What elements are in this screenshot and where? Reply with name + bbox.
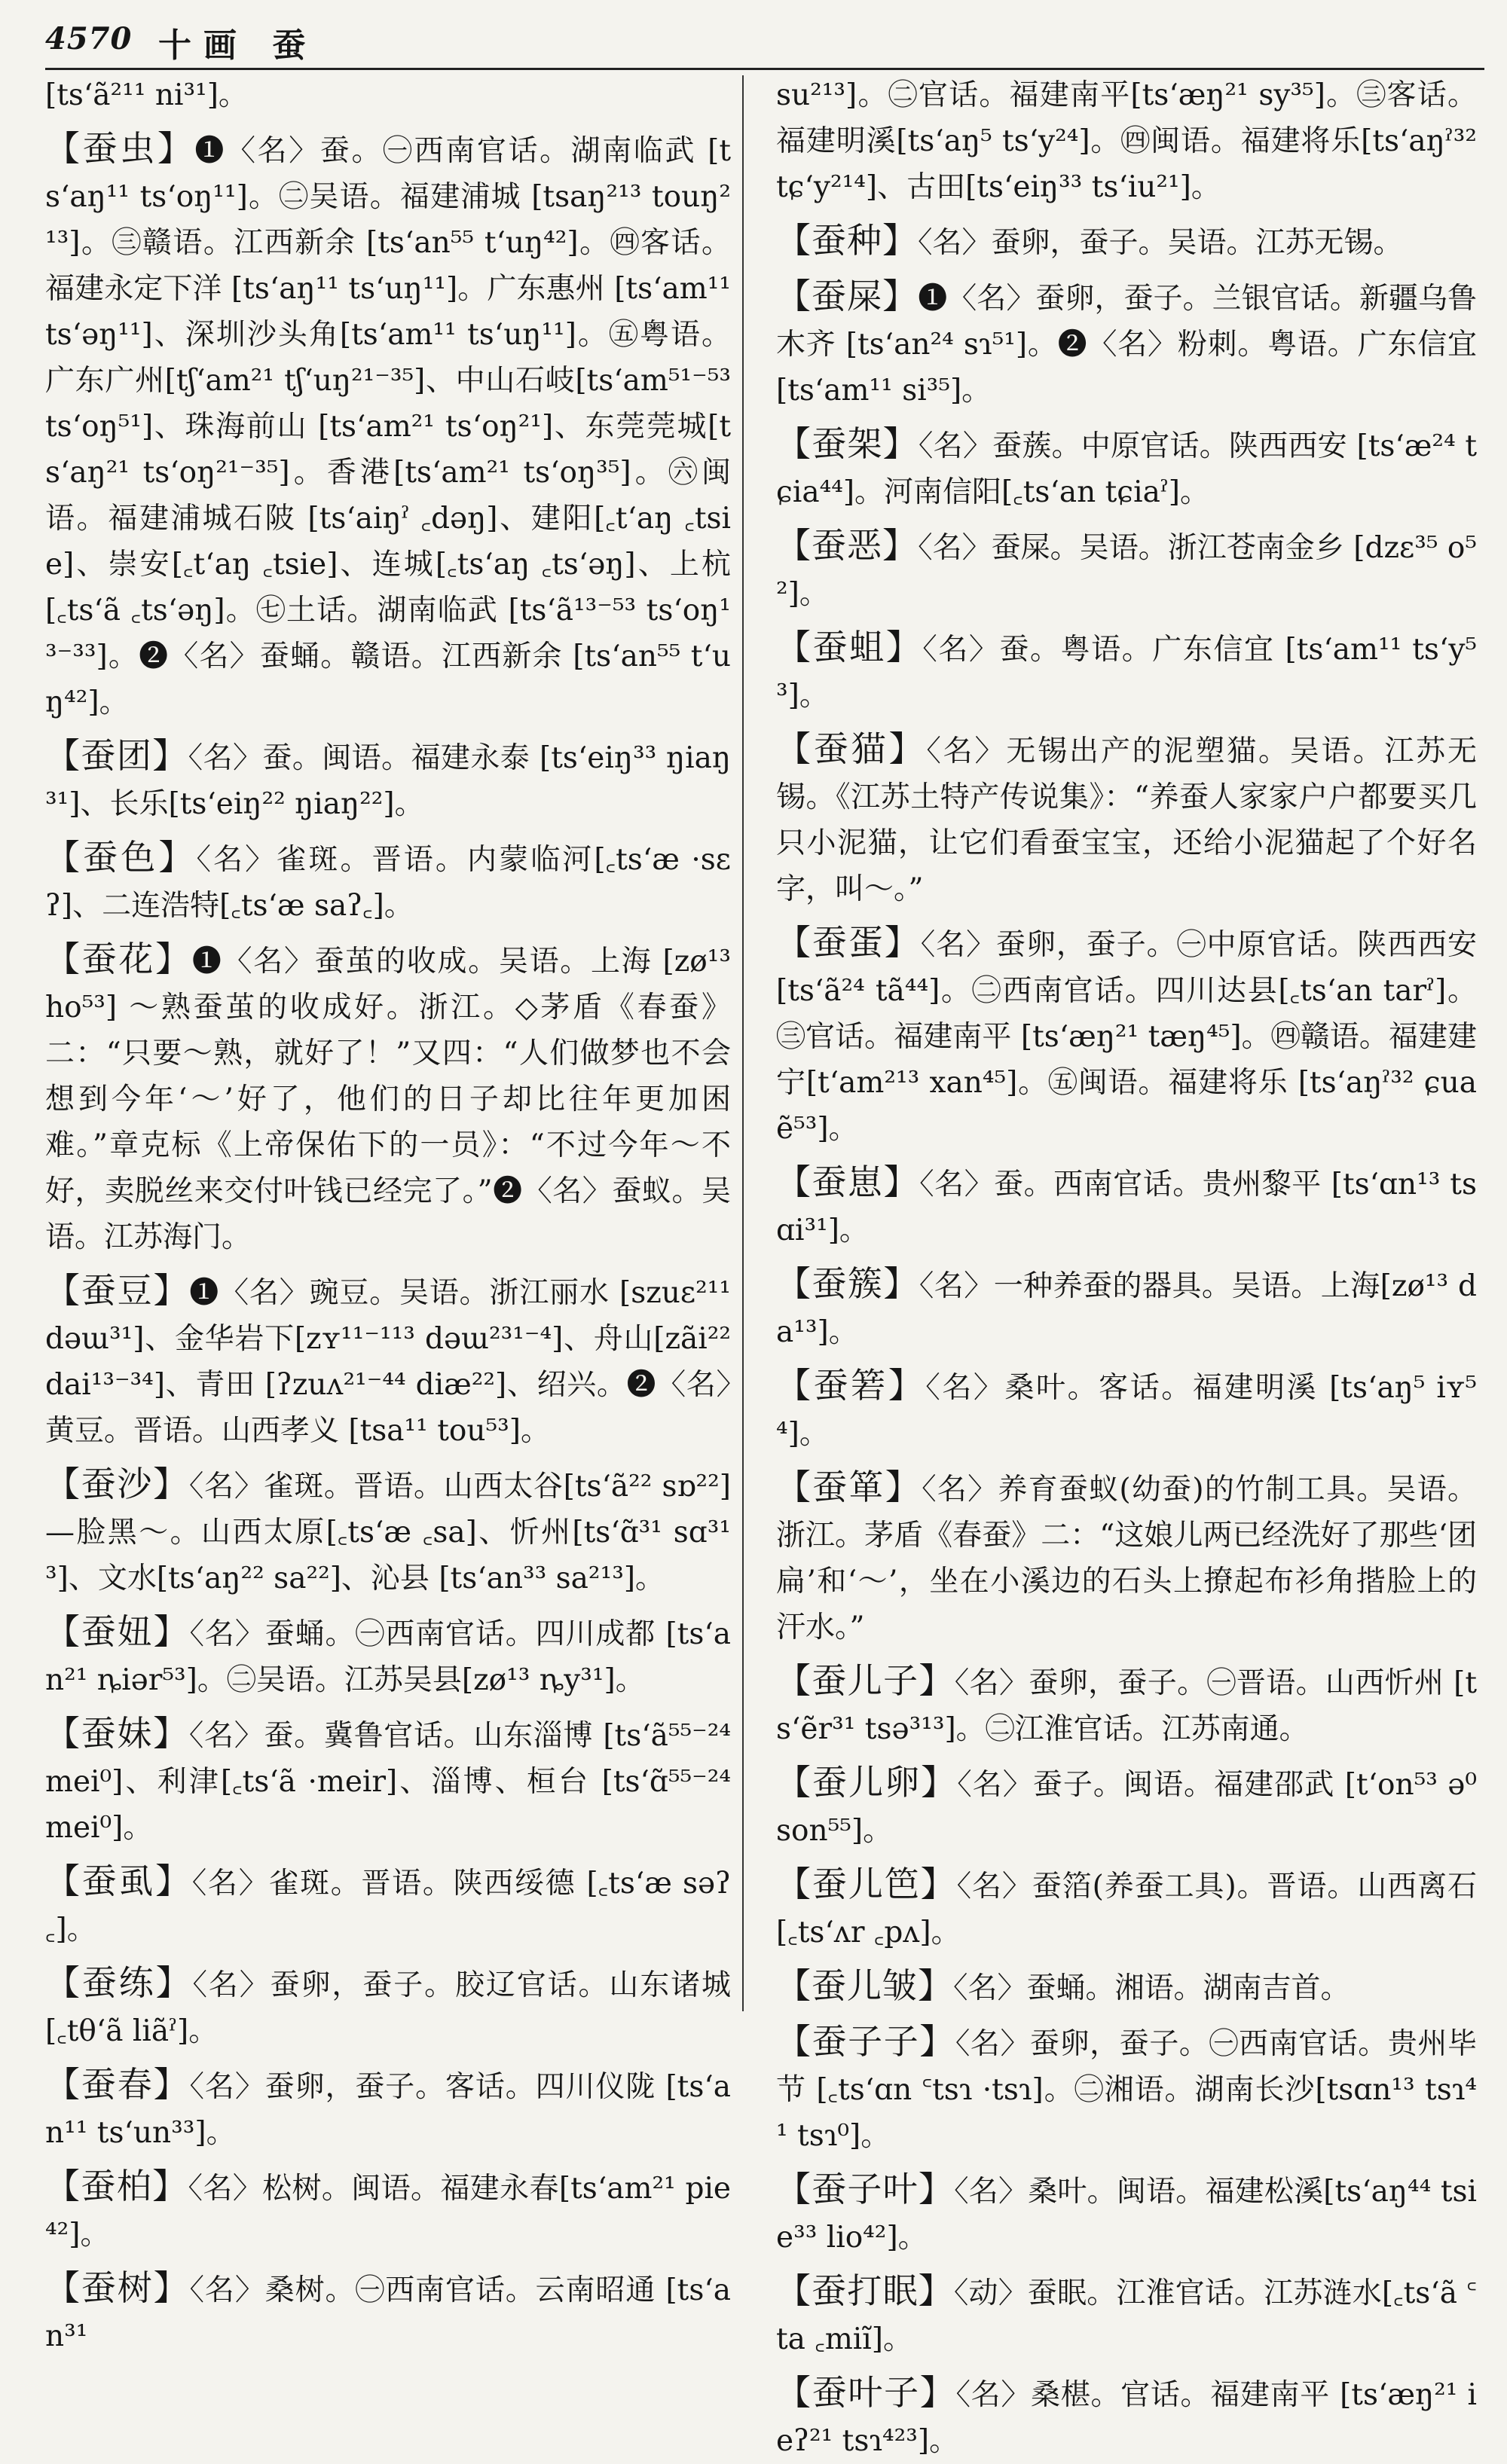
entry-definition: 〈名〉无锡出产的泥塑猫。吴语。江苏无锡。《江苏土特产传说集》：“养蚕人家家户户都要买几只小泥猫，让它们看蚕宝宝，还给小泥猫起了个好名字，叫～。” (776, 734, 1477, 906)
dictionary-entry (45, 936, 731, 1260)
entry-headword: 【蚕蛆】 (776, 627, 923, 667)
entry-definition: 〈名〉蚕卵，蚕子。㊀中原官话。陕西西安 [ts‘ã²⁴ tã⁴⁴]。㊁西南官话。四川达县[꜀ts‘an tarˀ]。㊂官话。福建南平 [ts‘æŋ²¹ tæŋ⁴⁵]。㊃赣语。福建建宁[t‘am²¹³ xan⁴⁵]。㊄闽语。福建将乐 [ts‘aŋˀ³² ɕuaẽ⁵³]。 (776, 928, 1477, 1146)
entry-list (45, 126, 731, 2359)
dictionary-entry (45, 1461, 731, 1601)
entry-definition: ❶〈名〉蚕卵，蚕子。兰银官话。新疆乌鲁木齐 [ts‘an²⁴ sɿ⁵¹]。❷〈名〉粉刺。粤语。广东信宜[ts‘am¹¹ si³⁵]。 (776, 282, 1477, 408)
entry-definition: 〈名〉蚕。闽语。福建永泰 [ts‘eiŋ³³ ŋiaŋ³¹]、长乐[ts‘eiŋ²² ŋiaŋ²²]。 (45, 741, 731, 821)
entry-headword: 【蚕树】 (45, 2267, 190, 2308)
entry-definition: 〈名〉养育蚕蚁(幼蚕)的竹制工具。吴语。浙江。茅盾《春蚕》二：“这娘儿两已经洗好了那些‘团扁’和‘～’，坐在小溪边的石头上撩起布衫角揩脸上的汗水。” (776, 1473, 1478, 1644)
dictionary-entry (776, 273, 1477, 414)
dictionary-entry (776, 2268, 1477, 2362)
entry-definition: 〈名〉蚕。冀鲁官话。山东淄博 [ts‘ã⁵⁵⁻²⁴ mei⁰]、利津[꜀ts‘ã ·meir]、淄博、桓台 [ts‘ɑ̃⁵⁵⁻²⁴ mei⁰]。 (45, 1719, 731, 1845)
dictionary-entry (776, 421, 1477, 515)
entry-headword: 【蚕虱】 (45, 1861, 192, 1901)
entry-headword: 【蚕叶子】 (776, 2372, 956, 2413)
entry-definition: ❶〈名〉豌豆。吴语。浙江丽水 [szuɛ²¹¹ dəɯ³¹]、金华岩下[zʏ¹¹⁻¹¹³ dəɯ²³¹⁻⁴]、舟山[zãi²² dai¹³⁻³⁴]、青田 [ʔzuʌ²¹⁻⁴⁴ diæ²²]、绍兴。❷〈名〉黄豆。晋语。山西孝义 [tsa¹¹ tou⁵³]。 (45, 1276, 732, 1448)
right-column (776, 72, 1478, 2458)
entry-headword: 【蚕儿子】 (776, 1660, 955, 1701)
dictionary-entry (45, 733, 731, 827)
entry-definition: 〈名〉蚕卵，蚕子。㊀晋语。山西忻州 [ts‘ẽr³¹ tsə³¹³]。㊁江淮官话。江苏南通。 (776, 1666, 1478, 1746)
entry-definition: 〈名〉雀斑。晋语。山西太谷[ts‘ã²² sɒ²²]—脸黑～。山西太原[꜀ts‘æ ꜀sa]、忻州[ts‘ɑ̃³¹ sɑ³¹³]、文水[ts‘aŋ²² sa²²]、沁县 [ts‘an³³ sa²¹³]。 (45, 1470, 732, 1595)
dictionary-entry (45, 2062, 731, 2156)
dictionary-entry (776, 920, 1477, 1152)
entry-headword: 【蚕色】 (45, 837, 197, 878)
dictionary-entry (45, 2265, 731, 2359)
entry-headword: 【蚕虫】 (45, 128, 195, 169)
dictionary-entry (45, 1268, 731, 1454)
page-number: 4570 (45, 21, 133, 56)
entry-definition: 〈名〉雀斑。晋语。陕西绥德 [꜀ts‘æ səʔ꜀]。 (45, 1867, 732, 1946)
entry-headword: 【蚕箪】 (776, 1467, 922, 1507)
entry-definition: 〈名〉松树。闽语。福建永春[ts‘am²¹ pie⁴²]。 (45, 2172, 732, 2252)
entry-definition: 〈名〉桑树。㊀西南官话。云南昭通 [ts‘an³¹ (45, 2273, 732, 2353)
entry-headword: 【蚕花】 (45, 939, 192, 979)
entry-headword: 【蚕种】 (776, 220, 918, 261)
entry-definition: 〈名〉桑叶。闽语。福建松溪[ts‘aŋ⁴⁴ tsie³³ lio⁴²]。 (776, 2175, 1478, 2255)
dictionary-entry (776, 218, 1477, 266)
entry-headword: 【蚕练】 (45, 1962, 193, 2003)
dictionary-entry (776, 1760, 1477, 1854)
entry-definition: 〈名〉雀斑。晋语。内蒙临河[꜀ts‘æ ·sɛʔ]、二连浩特[꜀ts‘æ saʔ꜀]。 (45, 843, 731, 923)
entry-headword: 【蚕妞】 (45, 1611, 190, 1652)
entry-definition: 〈名〉蚕蛹。湘语。湖南吉首。 (953, 1971, 1350, 2005)
entry-headword: 【蚕春】 (45, 2064, 190, 2105)
dictionary-entry (45, 2163, 731, 2258)
entry-definition: 〈名〉蚕屎。吴语。浙江苍南金乡 [dzɛ³⁵ o⁵²]。 (776, 531, 1477, 611)
continuation-text: [ts‘ã²¹¹ ni³¹]。 (45, 78, 248, 112)
entry-definition: 〈名〉蚕卵，蚕子。㊀西南官话。贵州毕节 [꜀ts‘ɑn ꜂tsɿ ·tsɿ]。㊁湘语。湖南长沙[tsɑn¹³ tsɿ⁴¹ tsɿ⁰]。 (776, 2027, 1477, 2153)
dictionary-entry (776, 2166, 1477, 2261)
dictionary-entry (45, 1711, 731, 1851)
entry-headword: 【蚕儿皱】 (776, 1965, 953, 2006)
entry-headword: 【蚕柏】 (45, 2166, 188, 2206)
entry-definition: ❶〈名〉蚕茧的收成。吴语。上海 [zø¹³ ho⁵³] ～熟蚕茧的收成好。浙江。◇茅盾《春蚕》二：“只要～熟，就好了！”又四：“人们做梦也不会想到今年‘～’好了，他们的日子却比往年更加困难。”章克标《上帝保佑下的一员》：“不过今年～不好，卖脱丝来交付叶钱已经完了。”❷〈名〉蚕蚁。吴语。江苏海门。 (45, 945, 731, 1254)
entry-headword: 【蚕猫】 (776, 728, 927, 769)
dictionary-entry (45, 126, 731, 725)
running-head: 十画 蚕 (158, 26, 318, 65)
entry-definition: 〈名〉蚕蔟。中原官话。陕西西安 [ts‘æ²⁴ tɕia⁴⁴]。河南信阳[꜀ts‘an tɕiaˀ]。 (776, 429, 1477, 509)
entry-headword: 【蚕子子】 (776, 2021, 955, 2062)
dictionary-entry (776, 2019, 1477, 2159)
entry-headword: 【蚕架】 (776, 423, 919, 464)
dictionary-entry (776, 624, 1477, 719)
dictionary-entry (776, 1261, 1477, 1355)
dictionary-entry (45, 835, 731, 929)
left-column (45, 72, 732, 2353)
entry-definition: 〈名〉蚕卵，蚕子。吴语。江苏无锡。 (918, 226, 1403, 260)
entry-definition: 〈名〉一种养蚕的器具。吴语。上海[zø¹³ da¹³]。 (776, 1269, 1478, 1349)
continuation-text: su²¹³]。㊁官话。福建南平[ts‘æŋ²¹ sy³⁵]。㊂客话。福建明溪[ts‘aŋ⁵ ts‘y²⁴]。㊃闽语。福建将乐[ts‘aŋˀ³² tɕ‘y²¹⁴]、古田[ts‘eiŋ³³ ts‘iu²¹]。 (776, 78, 1477, 204)
entry-definition: 〈名〉蚕子。闽语。福建邵武 [t‘on⁵³ ə⁰ son⁵⁵]。 (776, 1768, 1477, 1848)
dictionary-entry (776, 1159, 1477, 1253)
entry-definition: ❶〈名〉蚕。㊀西南官话。湖南临武 [ts‘aŋ¹¹ ts‘oŋ¹¹]。㊁吴语。福建浦城 [tsaŋ²¹³ touŋ²¹³]。㊂赣语。江西新余 [ts‘an⁵⁵ t‘uŋ⁴²]。㊃客话。福建永定下洋 [ts‘aŋ¹¹ ts‘uŋ¹¹]。广东惠州 [ts‘am¹¹ ts‘əŋ¹¹]、深圳沙头角[ts‘am¹¹ ts‘uŋ¹¹]。㊄粤语。广东广州[tʃ‘am²¹ tʃ‘uŋ²¹⁻³⁵]、中山石岐[ts‘am⁵¹⁻⁵³ ts‘oŋ⁵¹]、珠海前山 [ts‘am²¹ ts‘oŋ²¹]、东莞莞城[ts‘aŋ²¹ ts‘oŋ²¹⁻³⁵]。香港[ts‘am²¹ ts‘oŋ³⁵]。㊅闽语。福建浦城石陂 [ts‘aiŋˀ ꜀dəŋ]、建阳[꜀t‘aŋ ꜀tsie]、崇安[꜀t‘aŋ ꜀tsie]、连城[꜀ts‘aŋ ꜀ts‘əŋ]、上杭 [꜀ts‘ã ꜀ts‘əŋ]。㊆土话。湖南临武 [ts‘ã¹³⁻⁵³ ts‘oŋ¹³⁻³³]。❷〈名〉蚕蛹。赣语。江西新余 [ts‘an⁵⁵ t‘uŋ⁴²]。 (45, 134, 731, 719)
entry-definition: 〈名〉蚕。西南官话。贵州黎平 [ts‘ɑn¹³ tsɑi³¹]。 (776, 1168, 1477, 1247)
entry-headword: 【蚕蛋】 (776, 922, 921, 963)
entry-headword: 【蚕屎】 (776, 276, 919, 316)
dictionary-entry (776, 1658, 1477, 1752)
dictionary-entry (45, 1609, 731, 1703)
entry-definition: 〈名〉桑椹。官话。福建南平 [ts‘æŋ²¹ ieʔ²¹ tsɿ⁴²³]。 (776, 2378, 1477, 2458)
dictionary-entry (776, 1963, 1477, 2011)
entry-list (776, 218, 1477, 2464)
page-header (45, 14, 1484, 70)
entry-headword: 【蚕沙】 (45, 1464, 189, 1504)
dictionary-entry (776, 1861, 1477, 1956)
dictionary-entry (776, 726, 1477, 912)
entry-definition: 〈名〉蚕箔(养蚕工具)。晋语。山西离石 [꜀ts‘ʌr ꜀pʌ]。 (776, 1870, 1478, 1950)
entry-headword: 【蚕团】 (45, 735, 188, 776)
dictionary-entry (45, 1858, 731, 1953)
entry-definition: 〈名〉蚕。粤语。广东信宜 [ts‘am¹¹ ts‘y⁵³]。 (776, 633, 1477, 713)
column-divider (742, 75, 744, 2011)
entry-headword: 【蚕妹】 (45, 1713, 189, 1754)
entry-headword: 【蚕子叶】 (776, 2169, 955, 2209)
dictionary-entry (776, 1464, 1477, 1650)
dictionary-entry (776, 1363, 1477, 1457)
entry-headword: 【蚕儿笆】 (776, 1864, 957, 1904)
dictionary-entry (776, 523, 1477, 617)
entry-definition: 〈名〉蚕卵，蚕子。胶辽官话。山东诸城 [꜀tθ‘ã liãˀ]。 (45, 1968, 731, 2048)
entry-definition: 〈名〉桑叶。客话。福建明溪 [ts‘aŋ⁵ iʏ⁵⁴]。 (776, 1371, 1477, 1451)
entry-headword: 【蚕豆】 (45, 1270, 190, 1311)
entry-headword: 【蚕儿卵】 (776, 1762, 958, 1803)
entry-headword: 【蚕簇】 (776, 1263, 919, 1304)
dictionary-entry (45, 1960, 731, 2054)
dictionary-entry (776, 2370, 1477, 2464)
entry-headword: 【蚕箬】 (776, 1365, 926, 1406)
entry-definition: 〈名〉蚕卵，蚕子。客话。四川仪陇 [ts‘an¹¹ ts‘un³³]。 (45, 2070, 732, 2150)
entry-definition: 〈名〉蚕蛹。㊀西南官话。四川成都 [ts‘an²¹ ȵiər⁵³]。㊁吴语。江苏吴县[zø¹³ ȵy³¹]。 (45, 1617, 732, 1697)
entry-headword: 【蚕崽】 (776, 1162, 920, 1202)
entry-definition: 〈动〉蚕眠。江淮官话。江苏涟水[꜀ts‘ã ꜂ta ꜀miĩ]。 (776, 2276, 1478, 2356)
entry-headword: 【蚕打眠】 (776, 2270, 954, 2311)
entry-headword: 【蚕恶】 (776, 525, 919, 566)
